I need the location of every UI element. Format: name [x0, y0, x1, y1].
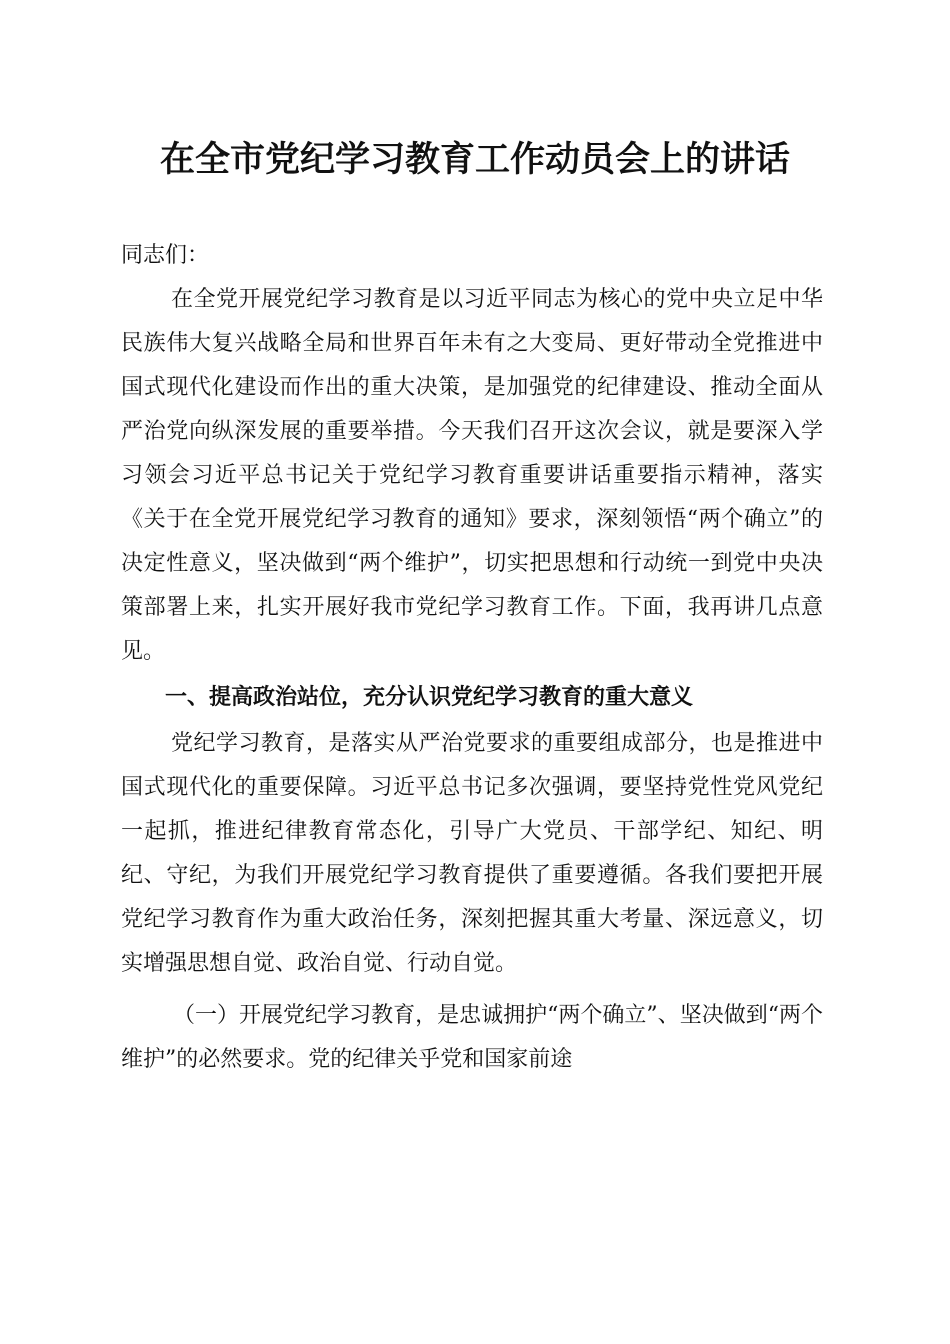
document-title: 在全市党纪学习教育工作动员会上的讲话 [159, 139, 790, 180]
section-paragraph: 党纪学习教育，是落实从严治党要求的重要组成部分，也是推进中国式现代化的重要保障。习近平总书记多次强调，要坚持党性党风党纪一起抓，推进纪律教育常态化，引导广大党员、干部学纪、知纪、明纪、守纪，为我们开展党纪学习教育提供了重要遵循。各我们要把开展党纪学习教育作为重大政治任务，深刻把握其重大考量、深远意义，切实增强思想自觉、政治自觉、行动自觉。 [121, 731, 823, 976]
intro-paragraph: 在全党开展党纪学习教育是以习近平同志为核心的党中央立足中华民族伟大复兴战略全局和世界百年未有之大变局、更好带动全党推进中国式现代化建设而作出的重大决策，是加强党的纪律建设、推动全面从严治党向纵深发展的重要举措。今天我们召开这次会议，就是要深入学习领会习近平总书记关于党纪学习教育重要讲话重要指示精神，落实《关于在全党开展党纪学习教育的通知》要求，深刻领悟“两个确立”的决定性意义，坚决做到“两个维护”，切实把思想和行动统一到党中央决策部署上来，扎实开展好我市党纪学习教育工作。下面，我再讲几点意见。 [121, 287, 823, 664]
subsection-paragraph: （一）开展党纪学习教育，是忠诚拥护“两个确立”、坚决做到“两个维护”的必然要求。党的纪律关乎党和国家前途 [121, 1003, 823, 1072]
document-body [121, 234, 823, 1082]
section-heading: 一、提高政治站位，充分认识党纪学习教育的重大意义 [165, 685, 694, 710]
salutation: 同志们： [121, 243, 210, 268]
